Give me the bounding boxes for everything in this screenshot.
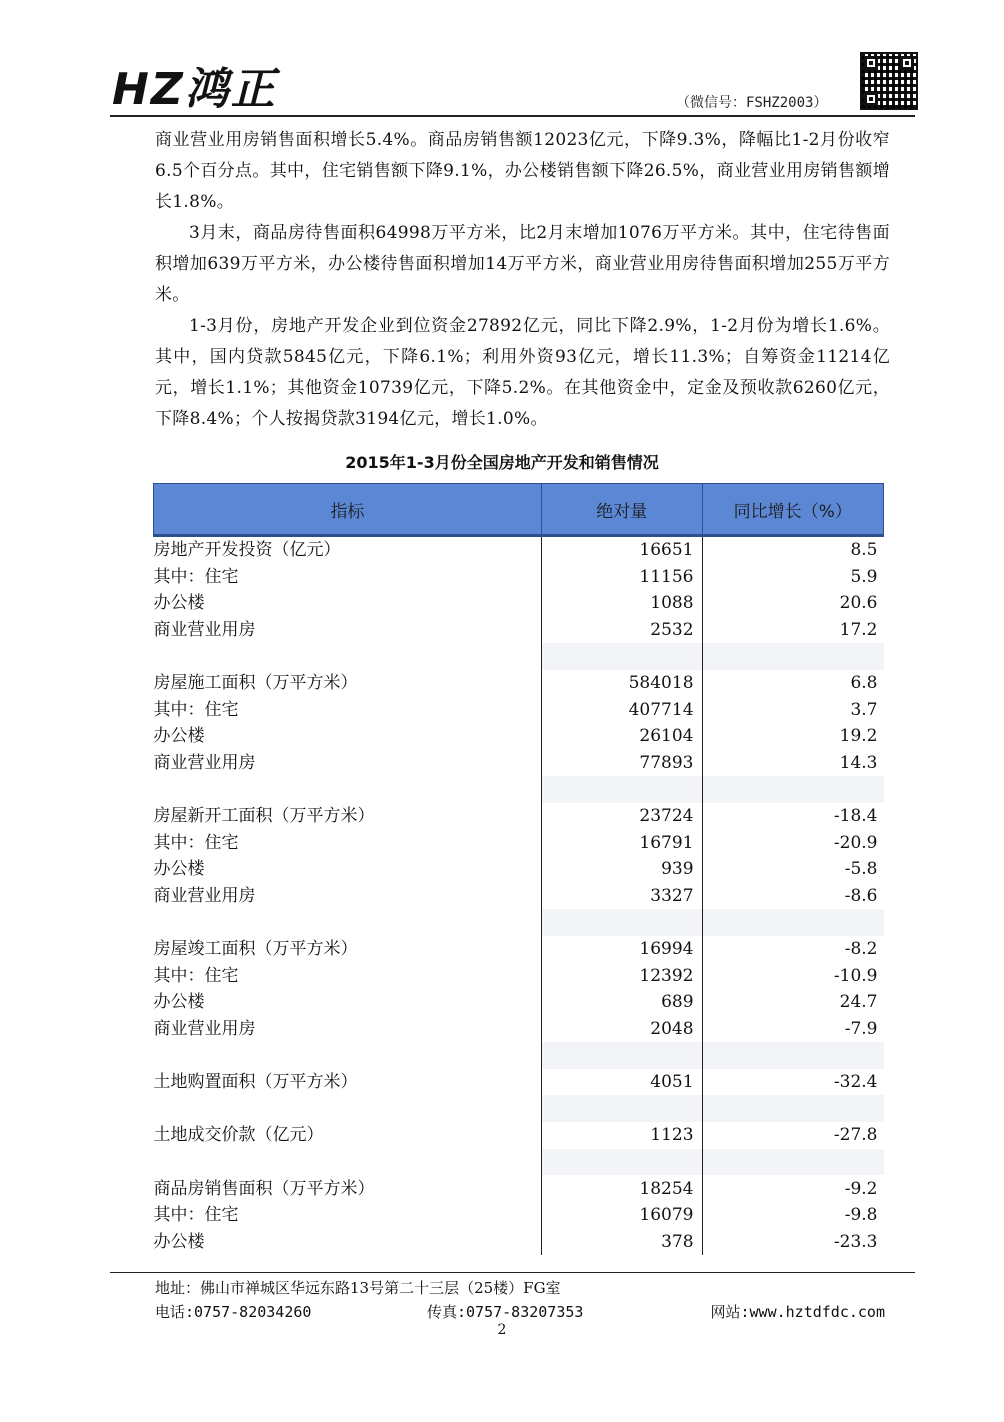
absolute-value-cell: 77893 [541, 750, 702, 777]
growth-cell: -9.8 [702, 1202, 883, 1229]
indicator-cell: 其中：住宅 [154, 830, 542, 857]
body-text [155, 125, 890, 435]
growth-cell: -18.4 [702, 803, 883, 830]
qr-code-icon [860, 52, 918, 110]
table-row [154, 803, 884, 830]
indicator-cell: 办公楼 [154, 856, 542, 883]
table-row [154, 617, 884, 644]
indicator-cell [154, 909, 542, 936]
indicator-cell [154, 776, 542, 803]
table-row [154, 989, 884, 1016]
growth-cell [702, 1042, 883, 1069]
page-header [0, 0, 1004, 120]
footer-divider [110, 1272, 915, 1273]
table-title: 2015年1-3月份全国房地产开发和销售情况 [345, 453, 659, 472]
table-row [154, 1122, 884, 1149]
table-row [154, 536, 884, 564]
table-spacer-row [154, 1149, 884, 1176]
absolute-value-cell [541, 1149, 702, 1176]
column-header-indicator: 指标 [154, 484, 542, 536]
company-logo: HZ鸿正 [112, 64, 277, 115]
growth-cell [702, 776, 883, 803]
indicator-cell: 房地产开发投资（亿元） [154, 536, 542, 564]
statistics-table [153, 483, 884, 1255]
indicator-cell: 其中：住宅 [154, 564, 542, 591]
table-row [154, 564, 884, 591]
absolute-value-cell: 3327 [541, 883, 702, 910]
indicator-cell: 商业营业用房 [154, 750, 542, 777]
indicator-cell: 商业营业用房 [154, 883, 542, 910]
table-row [154, 1202, 884, 1229]
table-header-row [154, 484, 884, 536]
footer-fax: 传真:0757-83207353 [427, 1303, 584, 1321]
indicator-cell: 房屋施工面积（万平方米） [154, 670, 542, 697]
absolute-value-cell: 1088 [541, 590, 702, 617]
table-row [154, 1069, 884, 1096]
absolute-value-cell [541, 1042, 702, 1069]
column-header-growth: 同比增长（%） [702, 484, 883, 536]
absolute-value-cell: 23724 [541, 803, 702, 830]
absolute-value-cell: 11156 [541, 564, 702, 591]
absolute-value-cell: 939 [541, 856, 702, 883]
growth-cell: -32.4 [702, 1069, 883, 1096]
growth-cell: 24.7 [702, 989, 883, 1016]
footer-address: 地址：佛山市禅城区华远东路13号第二十三层（25楼）FG室 [155, 1279, 561, 1297]
growth-cell: 17.2 [702, 617, 883, 644]
growth-cell: 3.7 [702, 697, 883, 724]
table-row [154, 883, 884, 910]
growth-cell: -9.2 [702, 1175, 883, 1202]
table-row [154, 670, 884, 697]
absolute-value-cell [541, 1095, 702, 1122]
table-row [154, 963, 884, 990]
absolute-value-cell: 4051 [541, 1069, 702, 1096]
indicator-cell: 房屋竣工面积（万平方米） [154, 936, 542, 963]
absolute-value-cell: 2048 [541, 1016, 702, 1043]
table-row [154, 590, 884, 617]
indicator-cell: 其中：住宅 [154, 697, 542, 724]
growth-cell: -7.9 [702, 1016, 883, 1043]
indicator-cell: 土地购置面积（万平方米） [154, 1069, 542, 1096]
absolute-value-cell: 16791 [541, 830, 702, 857]
growth-cell: 8.5 [702, 536, 883, 564]
absolute-value-cell: 689 [541, 989, 702, 1016]
table-row [154, 1228, 884, 1255]
table-row [154, 750, 884, 777]
indicator-cell [154, 643, 542, 670]
absolute-value-cell: 16079 [541, 1202, 702, 1229]
table-spacer-row [154, 776, 884, 803]
table-row [154, 1175, 884, 1202]
table-row [154, 936, 884, 963]
absolute-value-cell: 12392 [541, 963, 702, 990]
footer-phone: 电话:0757-82034260 [155, 1303, 312, 1321]
paragraph: 商业营业用房销售面积增长5.4%。商品房销售额12023亿元，下降9.3%，降幅比1-2月份收窄6.5个百分点。其中，住宅销售额下降9.1%，办公楼销售额下降26.5%，商业营业用房销售额增长1.8%。 [155, 130, 890, 212]
table-row [154, 1016, 884, 1043]
growth-cell [702, 1095, 883, 1122]
growth-cell: -8.6 [702, 883, 883, 910]
table-spacer-row [154, 1095, 884, 1122]
growth-cell [702, 909, 883, 936]
absolute-value-cell: 2532 [541, 617, 702, 644]
indicator-cell: 其中：住宅 [154, 963, 542, 990]
absolute-value-cell: 16651 [541, 536, 702, 564]
indicator-cell: 商业营业用房 [154, 1016, 542, 1043]
paragraph: 3月末，商品房待售面积64998万平方米，比2月末增加1076万平方米。其中，住宅待售面积增加639万平方米，办公楼待售面积增加14万平方米，商业营业用房待售面积增加255万平方米。 [155, 223, 890, 305]
indicator-cell: 办公楼 [154, 989, 542, 1016]
table-spacer-row [154, 643, 884, 670]
growth-cell: 20.6 [702, 590, 883, 617]
indicator-cell: 商业营业用房 [154, 617, 542, 644]
indicator-cell: 土地成交价款（亿元） [154, 1122, 542, 1149]
absolute-value-cell: 378 [541, 1228, 702, 1255]
table-row [154, 723, 884, 750]
growth-cell: 5.9 [702, 564, 883, 591]
absolute-value-cell: 1123 [541, 1122, 702, 1149]
table-row [154, 830, 884, 857]
growth-cell: -27.8 [702, 1122, 883, 1149]
table-row [154, 856, 884, 883]
indicator-cell [154, 1149, 542, 1176]
paragraph: 1-3月份，房地产开发企业到位资金27892亿元，同比下降2.9%，1-2月份为增长1.6%。其中，国内贷款5845亿元，下降6.1%；利用外资93亿元，增长11.3%；自筹资金11214亿元，增长1.1%；其他资金10739亿元，下降5.2%。在其他资金中，定金及预收款6260亿元，下降8.4%；个人按揭贷款3194亿元，增长1.0%。 [155, 316, 890, 429]
indicator-cell: 房屋新开工面积（万平方米） [154, 803, 542, 830]
growth-cell: -8.2 [702, 936, 883, 963]
wechat-id: （微信号：FSHZ2003） [676, 95, 828, 111]
indicator-cell: 商品房销售面积（万平方米） [154, 1175, 542, 1202]
indicator-cell: 其中：住宅 [154, 1202, 542, 1229]
absolute-value-cell [541, 643, 702, 670]
absolute-value-cell: 18254 [541, 1175, 702, 1202]
column-header-absolute: 绝对量 [541, 484, 702, 536]
absolute-value-cell: 26104 [541, 723, 702, 750]
page-number: 2 [497, 1322, 507, 1338]
indicator-cell: 办公楼 [154, 723, 542, 750]
indicator-cell: 办公楼 [154, 590, 542, 617]
growth-cell: 14.3 [702, 750, 883, 777]
growth-cell: -23.3 [702, 1228, 883, 1255]
growth-cell [702, 643, 883, 670]
absolute-value-cell: 407714 [541, 697, 702, 724]
absolute-value-cell [541, 776, 702, 803]
table-row [154, 697, 884, 724]
growth-cell: -5.8 [702, 856, 883, 883]
growth-cell: 6.8 [702, 670, 883, 697]
absolute-value-cell: 584018 [541, 670, 702, 697]
footer-website: 网站:www.hztdfdc.com [710, 1303, 885, 1321]
growth-cell: 19.2 [702, 723, 883, 750]
table-spacer-row [154, 1042, 884, 1069]
absolute-value-cell: 16994 [541, 936, 702, 963]
growth-cell: -10.9 [702, 963, 883, 990]
indicator-cell [154, 1095, 542, 1122]
growth-cell: -20.9 [702, 830, 883, 857]
growth-cell [702, 1149, 883, 1176]
indicator-cell: 办公楼 [154, 1228, 542, 1255]
absolute-value-cell [541, 909, 702, 936]
header-divider [110, 115, 915, 117]
indicator-cell [154, 1042, 542, 1069]
table-spacer-row [154, 909, 884, 936]
